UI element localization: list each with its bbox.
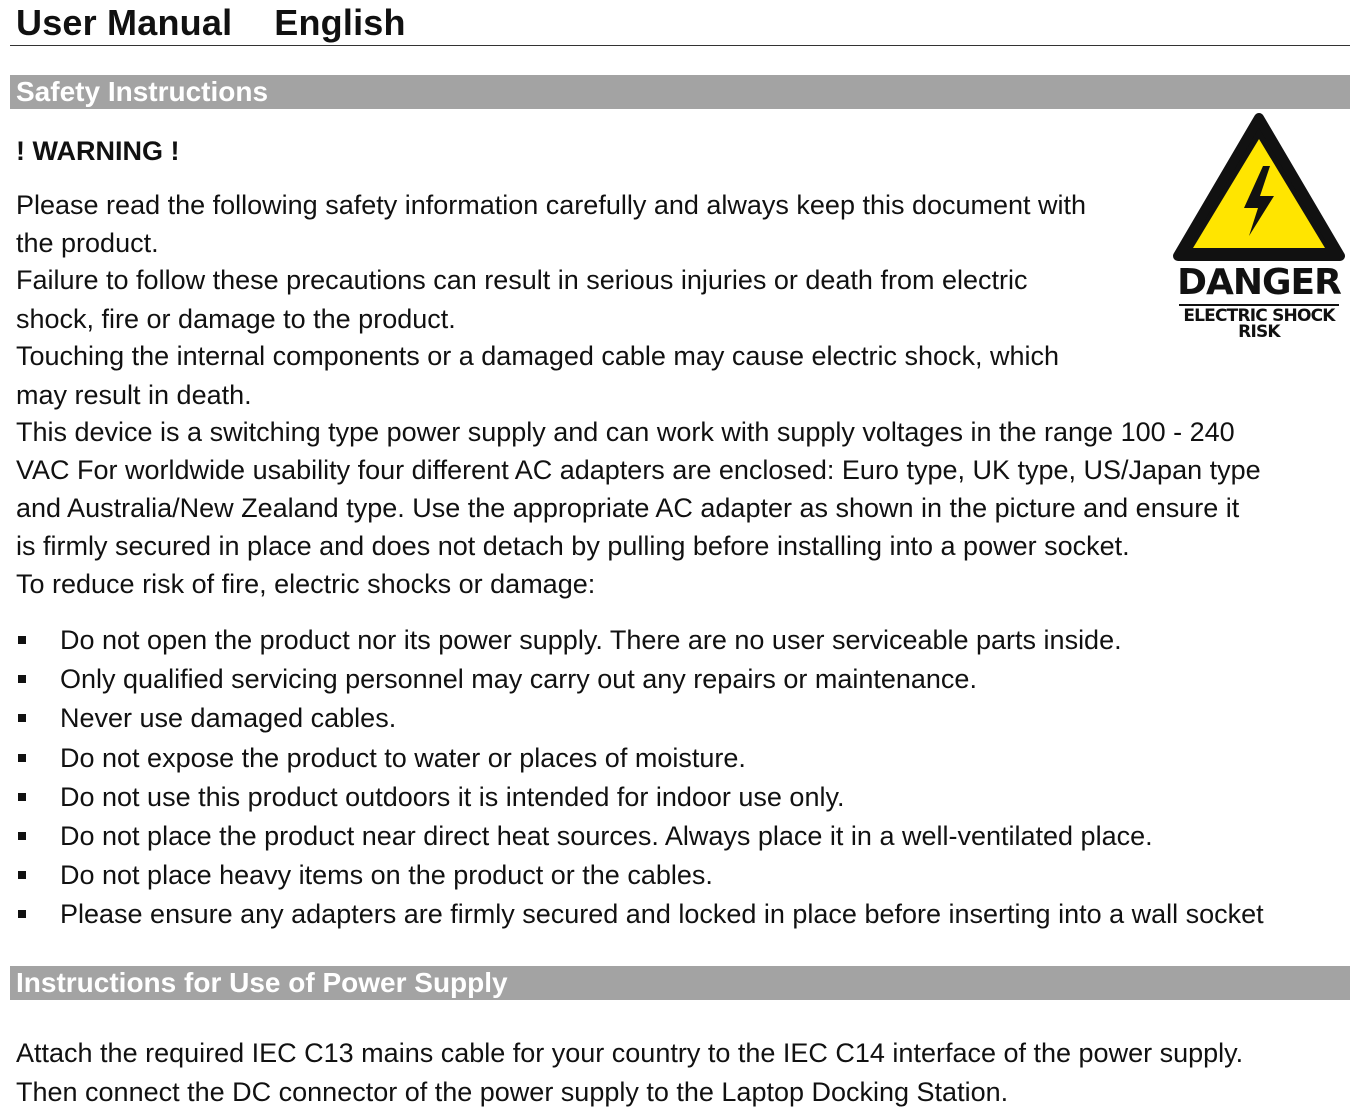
intro-paragraph <box>16 186 1086 413</box>
bullet-square-icon <box>18 636 26 644</box>
bullet-square-icon <box>18 832 26 840</box>
warning-heading: ! WARNING ! <box>16 136 180 166</box>
intro-line: Touching the internal components or a damaged cable may cause electric shock, which <box>16 341 1060 371</box>
power-supply-paragraph <box>16 1034 1243 1111</box>
list-item: Please ensure any adapters are firmly secured and locked in place before inserting into a wall socket <box>16 895 1264 934</box>
high-voltage-warning-icon <box>1170 112 1348 262</box>
bullet-square-icon <box>18 871 26 879</box>
intro-line: Failure to follow these precautions can result in serious injuries or death from electric <box>16 265 1028 295</box>
intro-line: the product. <box>16 228 159 258</box>
page-title <box>16 2 406 44</box>
list-item: Only qualified servicing personnel may carry out any repairs or maintenance. <box>16 660 1264 699</box>
body-line: VAC For worldwide usability four different AC adapters are enclosed: Euro type, UK type, US/Japan type <box>16 455 1261 485</box>
title-language: English <box>274 2 406 43</box>
bullet-square-icon <box>18 793 26 801</box>
intro-line: shock, fire or damage to the product. <box>16 304 456 334</box>
bullet-square-icon <box>18 910 26 918</box>
list-item: Do not open the product nor its power supply. There are no user serviceable parts inside. <box>16 621 1264 660</box>
safety-bullet-list <box>16 621 1264 935</box>
bullet-square-icon <box>18 714 26 722</box>
list-item: Do not expose the product to water or places of moisture. <box>16 739 1264 778</box>
body-line: is firmly secured in place and does not detach by pulling before installing into a power socket. <box>16 531 1130 561</box>
intro-line: may result in death. <box>16 380 252 410</box>
power-supply-line: Attach the required IEC C13 mains cable for your country to the IEC C14 interface of the power supply. <box>16 1038 1244 1068</box>
power-supply-line: Then connect the DC connector of the power supply to the Laptop Docking Station. <box>16 1077 1009 1107</box>
safety-instructions-heading: Safety Instructions <box>10 75 1350 109</box>
intro-line: Please read the following safety information carefully and always keep this document with <box>16 190 1087 220</box>
power-supply-heading: Instructions for Use of Power Supply <box>10 966 1350 1000</box>
danger-sign <box>1170 112 1348 340</box>
bullet-square-icon <box>18 675 26 683</box>
body-paragraph <box>16 413 1261 603</box>
bullet-square-icon <box>18 754 26 762</box>
list-item: Do not place the product near direct heat sources. Always place it in a well-ventilated place. <box>16 817 1264 856</box>
title-divider <box>10 45 1350 46</box>
body-line: and Australia/New Zealand type. Use the appropriate AC adapter as shown in the picture and ensure it <box>16 493 1240 523</box>
list-item: Do not use this product outdoors it is intended for indoor use only. <box>16 778 1264 817</box>
list-item: Never use damaged cables. <box>16 699 1264 738</box>
body-line: This device is a switching type power supply and can work with supply voltages in the range 100 - 240 <box>16 417 1235 447</box>
danger-sub-line2: RISK <box>1238 322 1280 342</box>
danger-sub-line1: ELECTRIC SHOCK <box>1183 306 1335 326</box>
body-line: To reduce risk of fire, electric shocks or damage: <box>16 569 596 599</box>
title-user-manual: User Manual <box>16 2 233 43</box>
danger-word: DANGER <box>1177 262 1341 303</box>
list-item: Do not place heavy items on the product or the cables. <box>16 856 1264 895</box>
